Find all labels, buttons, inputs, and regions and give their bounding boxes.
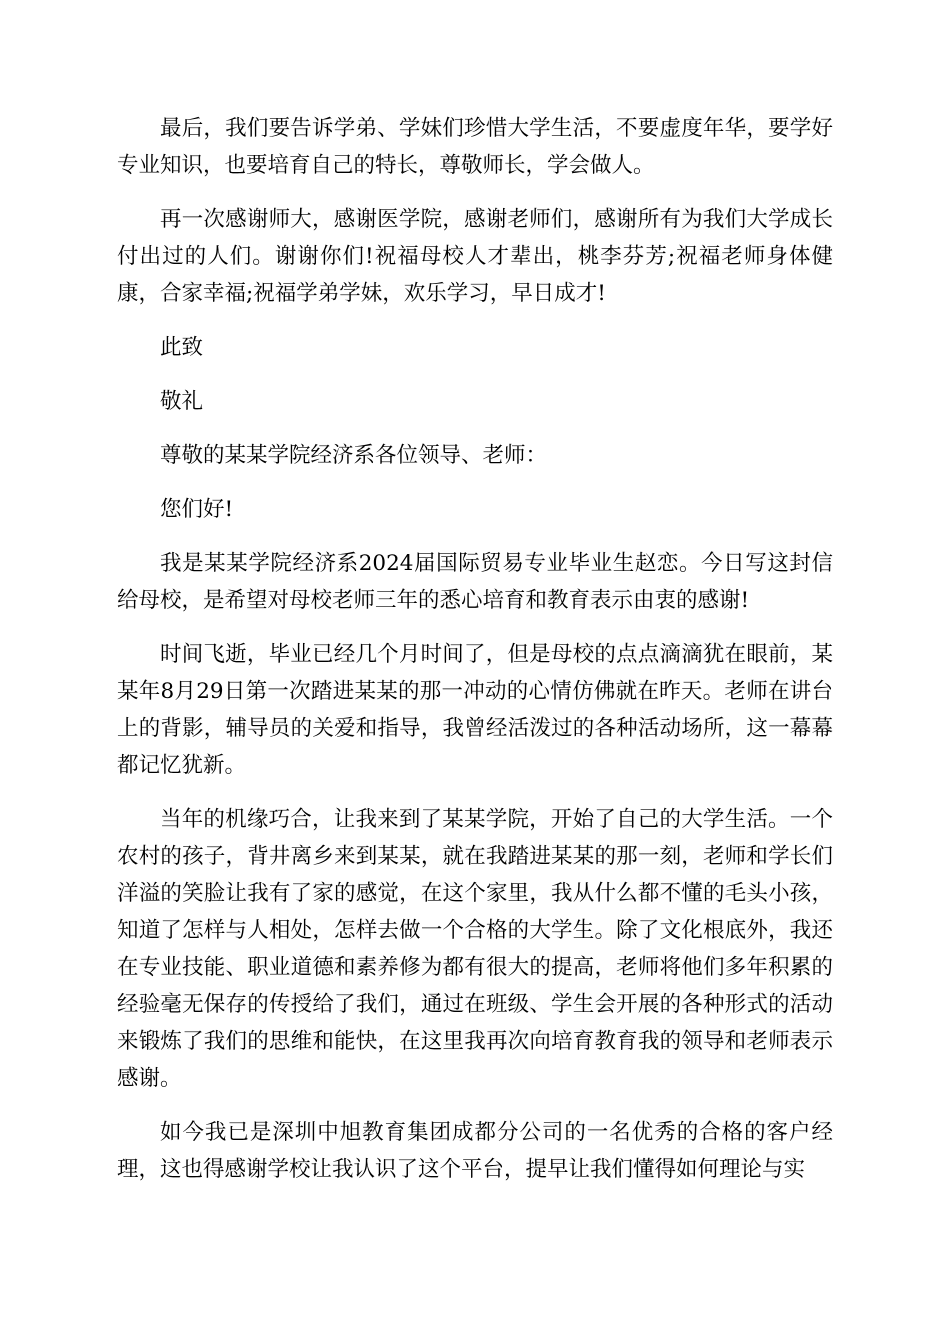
document-page (117, 110, 833, 1205)
closing-regards: 敬礼 (160, 389, 204, 414)
thanks-paragraph: 再一次感谢师大，感谢医学院，感谢老师们，感谢所有为我们大学成长付出过的人们。谢谢你们!祝福母校人才辈出，桃李芬芳;祝福老师身体健康，合家幸福;祝福学弟学妹，欢乐学习，早日成才! (117, 207, 833, 306)
closing-advice-paragraph: 最后，我们要告诉学弟、学妹们珍惜大学生活，不要虚度年华，要学好专业知识，也要培育自己的特长，尊敬师长，学会做人。 (117, 116, 833, 178)
letter-greeting: 尊敬的某某学院经济系各位领导、老师： (160, 443, 548, 468)
introduction-paragraph: 我是某某学院经济系2024届国际贸易专业毕业生赵恋。今日写这封信给母校，是希望对母校老师三年的悉心培育和教育表示由衷的感谢! (117, 551, 833, 613)
college-life-paragraph: 当年的机缘巧合，让我来到了某某学院，开始了自己的大学生活。一个农村的孩子，背井离乡来到某某，就在我踏进某某的那一刻，老师和学长们洋溢的笑脸让我有了家的感觉，在这个家里，我从什么都不懂的毛头小孩，知道了怎样与人相处，怎样去做一个合格的大学生。除了文化根底外，我还在专业技能、职业道德和素养修为都有很大的提高，老师将他们多年积累的经验毫无保存的传授给了我们，通过在班级、学生会开展的各种形式的活动来锻炼了我们的思维和能快，在这里我再次向培育教育我的领导和老师表示感谢。 (117, 807, 833, 1091)
memories-paragraph: 时间飞逝，毕业已经几个月时间了，但是母校的点点滴滴犹在眼前，某某年8月29日第一次踏进某某的那一冲动的心情仿佛就在昨天。老师在讲台上的背影，辅导员的关爱和指导，我曾经活泼过的各种活动场所，这一幕幕都记忆犹新。 (117, 642, 833, 778)
closing-salutation: 此致 (160, 335, 204, 360)
career-paragraph: 如今我已是深圳中旭教育集团成都分公司的一名优秀的合格的客户经理，这也得感谢学校让我认识了这个平台，提早让我们懂得如何理论与实 (117, 1120, 833, 1182)
greeting-hello: 您们好! (160, 497, 234, 522)
